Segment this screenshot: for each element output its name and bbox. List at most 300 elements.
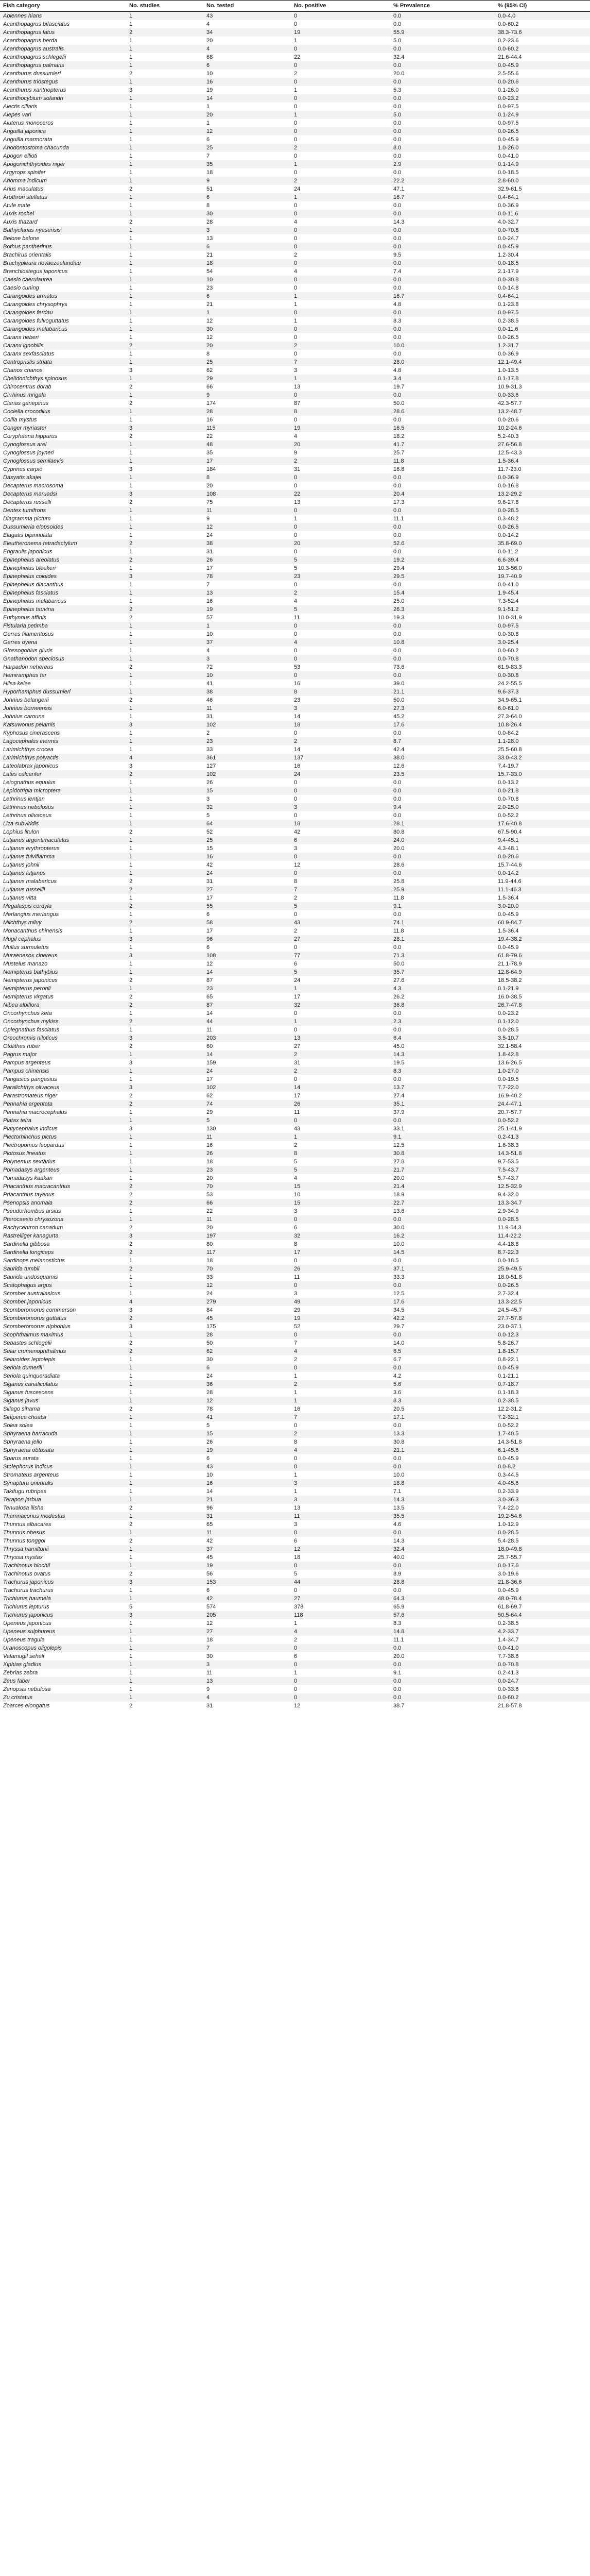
cell-no-positive: 0 [291,630,390,638]
table-row [0,1595,590,1603]
cell-fish-category: Platycephalus indicus [0,1125,126,1133]
cell-no-tested: 6 [203,1364,291,1372]
cell-no-studies: 3 [126,424,203,432]
cell-no-positive: 0 [291,12,390,21]
cell-prevalence: 45.2 [390,713,495,721]
table-row [0,1669,590,1677]
cell-prevalence: 14.8 [390,1628,495,1636]
cell-no-positive: 0 [291,350,390,358]
cell-no-tested: 16 [203,853,291,861]
cell-no-studies: 1 [126,713,203,721]
cell-no-studies: 1 [126,836,203,844]
table-row [0,1537,590,1545]
cell-no-studies: 1 [126,243,203,251]
cell-no-positive: 32 [291,1001,390,1009]
cell-no-tested: 159 [203,1059,291,1067]
cell-no-positive: 24 [291,976,390,985]
cell-no-positive: 3 [291,1479,390,1487]
cell-no-positive: 0 [291,787,390,795]
table-row [0,729,590,737]
cell-no-studies: 3 [126,1232,203,1240]
cell-prevalence: 0.0 [390,20,495,28]
cell-fish-category: Chirocentrus dorab [0,383,126,391]
cell-fish-category: Thamnaconus modestus [0,1512,126,1520]
cell-no-studies: 1 [126,1454,203,1463]
cell-prevalence: 20.0 [390,1652,495,1660]
cell-fish-category: Branchiostegus japonicus [0,267,126,276]
cell-fish-category: Mullus surmuletus [0,943,126,952]
cell-ci: 0.0-12.3 [495,1331,590,1339]
cell-ci: 27.3-64.0 [495,713,590,721]
cell-no-studies: 1 [126,350,203,358]
cell-no-positive: 0 [291,1215,390,1224]
cell-prevalence: 0.0 [390,622,495,630]
cell-no-tested: 51 [203,185,291,193]
cell-no-studies: 1 [126,729,203,737]
cell-prevalence: 0.0 [390,1075,495,1083]
cell-prevalence: 0.0 [390,630,495,638]
cell-no-positive: 0 [291,482,390,490]
cell-no-positive: 24 [291,185,390,193]
cell-fish-category: Chanos chanos [0,366,126,375]
cell-no-positive: 0 [291,119,390,127]
cell-no-studies: 1 [126,449,203,457]
cell-no-tested: 5 [203,811,291,820]
cell-ci: 25.5-60.8 [495,745,590,754]
cell-no-tested: 21 [203,251,291,259]
cell-prevalence: 0.0 [390,1529,495,1537]
cell-prevalence: 0.0 [390,168,495,177]
table-row [0,1562,590,1570]
cell-no-studies: 1 [126,597,203,605]
cell-prevalence: 8.0 [390,144,495,152]
cell-no-studies: 4 [126,1298,203,1306]
table-row [0,1702,590,1710]
cell-fish-category: Upeneus japonicus [0,1619,126,1628]
cell-prevalence: 0.0 [390,910,495,919]
table-row [0,1257,590,1265]
cell-no-tested: 33 [203,1273,291,1281]
cell-no-studies: 1 [126,78,203,86]
cell-no-tested: 12 [203,333,291,342]
cell-no-tested: 10 [203,630,291,638]
table-row [0,127,590,135]
cell-fish-category: Uranoscopus oligolepis [0,1644,126,1652]
cell-no-tested: 31 [203,877,291,886]
table-row [0,1628,590,1636]
cell-ci: 2.9-34.9 [495,1207,590,1215]
cell-no-tested: 4 [203,20,291,28]
cell-no-positive: 24 [291,770,390,778]
cell-no-tested: 17 [203,457,291,465]
cell-prevalence: 0.0 [390,78,495,86]
table-row [0,894,590,902]
cell-ci: 0.0-60.2 [495,1693,590,1702]
cell-fish-category: Lethrinus nebulosus [0,803,126,811]
cell-ci: 0.0-18.5 [495,259,590,267]
cell-no-tested: 23 [203,1166,291,1174]
cell-no-tested: 54 [203,267,291,276]
table-row [0,1100,590,1108]
cell-no-studies: 1 [126,375,203,383]
cell-prevalence: 20.0 [390,844,495,853]
cell-fish-category: Decapterus maruadsi [0,490,126,498]
table-row [0,1570,590,1578]
cell-no-tested: 7 [203,581,291,589]
cell-no-studies: 2 [126,1224,203,1232]
cell-ci: 2.5-55.6 [495,70,590,78]
cell-prevalence: 0.0 [390,1215,495,1224]
cell-fish-category: Lutjanus lutjanus [0,869,126,877]
cell-no-positive: 3 [291,1207,390,1215]
cell-no-positive: 1 [291,1619,390,1628]
cell-prevalence: 22.2 [390,177,495,185]
table-row [0,564,590,572]
cell-no-tested: 25 [203,836,291,844]
cell-ci: 0.0-4.0 [495,12,590,21]
cell-prevalence: 19.2 [390,556,495,564]
table-row [0,1430,590,1438]
cell-prevalence: 25.8 [390,877,495,886]
cell-no-studies: 1 [126,1471,203,1479]
cell-no-studies: 1 [126,1636,203,1644]
cell-prevalence: 0.0 [390,1685,495,1693]
cell-no-tested: 42 [203,1537,291,1545]
cell-no-studies: 1 [126,333,203,342]
cell-fish-category: Acanthocybium solandri [0,94,126,103]
table-row [0,680,590,688]
cell-no-tested: 20 [203,482,291,490]
cell-no-positive: 0 [291,333,390,342]
cell-ci: 10.3-56.0 [495,564,590,572]
cell-prevalence: 4.8 [390,366,495,375]
table-row [0,1545,590,1553]
cell-ci: 27.6-56.8 [495,440,590,449]
cell-no-studies: 1 [126,1174,203,1182]
cell-ci: 9.6-27.8 [495,498,590,506]
cell-no-tested: 70 [203,1182,291,1191]
cell-no-studies: 1 [126,234,203,243]
cell-fish-category: Selaroides leptolepis [0,1355,126,1364]
cell-no-tested: 203 [203,1034,291,1042]
cell-prevalence: 0.0 [390,647,495,655]
cell-no-tested: 3 [203,1660,291,1669]
cell-prevalence: 21.1 [390,1446,495,1454]
cell-no-tested: 11 [203,1026,291,1034]
cell-ci: 9.6-37.3 [495,688,590,696]
cell-fish-category: Otolithes ruber [0,1042,126,1050]
cell-no-positive: 77 [291,952,390,960]
cell-fish-category: Mustelus manazo [0,960,126,968]
cell-no-positive: 2 [291,737,390,745]
table-row [0,193,590,201]
cell-prevalence: 3.4 [390,375,495,383]
cell-prevalence: 4.3 [390,985,495,993]
cell-no-studies: 1 [126,548,203,556]
cell-ci: 0.0-70.8 [495,1660,590,1669]
cell-no-positive: 1 [291,193,390,201]
cell-ci: 1.5-36.4 [495,927,590,935]
cell-ci: 0.0-97.5 [495,119,590,127]
table-row [0,391,590,399]
cell-no-positive: 2 [291,894,390,902]
cell-fish-category: Harpadon nehereus [0,663,126,671]
cell-no-studies: 1 [126,655,203,663]
cell-no-positive: 5 [291,1166,390,1174]
cell-no-tested: 174 [203,399,291,408]
cell-no-tested: 17 [203,927,291,935]
cell-no-studies: 1 [126,894,203,902]
table-row [0,1677,590,1685]
table-row [0,515,590,523]
cell-no-studies: 1 [126,1149,203,1158]
cell-no-positive: 0 [291,309,390,317]
cell-prevalence: 52.6 [390,539,495,548]
cell-prevalence: 37.1 [390,1265,495,1273]
cell-no-studies: 1 [126,1166,203,1174]
cell-no-studies: 1 [126,358,203,366]
cell-ci: 0.0-26.5 [495,333,590,342]
cell-ci: 1.0-13.5 [495,366,590,375]
cell-no-positive: 1 [291,1487,390,1496]
cell-prevalence: 0.0 [390,103,495,111]
cell-no-tested: 18 [203,259,291,267]
cell-no-positive: 0 [291,1463,390,1471]
cell-ci: 0.0-30.8 [495,630,590,638]
table-row [0,1026,590,1034]
cell-prevalence: 21.4 [390,1182,495,1191]
cell-prevalence: 0.0 [390,391,495,399]
cell-no-positive: 4 [291,1628,390,1636]
cell-ci: 60.9-84.7 [495,919,590,927]
cell-fish-category: Belone belone [0,234,126,243]
cell-no-positive: 2 [291,1636,390,1644]
cell-ci: 0.1-17.8 [495,375,590,383]
table-row [0,152,590,160]
table-row [0,787,590,795]
table-row [0,993,590,1001]
cell-ci: 24.4-47.1 [495,1100,590,1108]
cell-prevalence: 28.6 [390,408,495,416]
cell-no-positive: 0 [291,1660,390,1669]
cell-ci: 0.0-45.9 [495,243,590,251]
cell-no-positive: 378 [291,1603,390,1611]
cell-ci: 0.0-36.9 [495,473,590,482]
cell-no-tested: 17 [203,894,291,902]
cell-no-tested: 27 [203,1628,291,1636]
cell-no-positive: 14 [291,1083,390,1092]
cell-fish-category: Lutjanus fulviflamma [0,853,126,861]
cell-fish-category: Pangasius pangasius [0,1075,126,1083]
cell-no-positive: 2 [291,70,390,78]
cell-prevalence: 50.0 [390,960,495,968]
cell-ci: 10.2-24.6 [495,424,590,432]
cell-no-positive: 0 [291,1075,390,1083]
table-row [0,853,590,861]
cell-prevalence: 0.0 [390,276,495,284]
cell-no-tested: 78 [203,572,291,581]
cell-no-studies: 2 [126,1240,203,1248]
cell-fish-category: Plotosus lineatus [0,1149,126,1158]
cell-no-positive: 2 [291,251,390,259]
cell-ci: 14.3-51.8 [495,1149,590,1158]
cell-no-studies: 2 [126,919,203,927]
cell-no-studies: 1 [126,160,203,168]
cell-prevalence: 13.7 [390,1083,495,1092]
cell-ci: 8.7-22.3 [495,1248,590,1257]
cell-ci: 9.1-51.2 [495,605,590,614]
cell-ci: 0.0-41.0 [495,581,590,589]
cell-fish-category: Scomberomorus guttatus [0,1314,126,1323]
cell-no-positive: 0 [291,1116,390,1125]
cell-no-positive: 11 [291,1108,390,1116]
table-row [0,1553,590,1562]
table-row [0,1619,590,1628]
cell-no-positive: 12 [291,1702,390,1710]
table-row [0,457,590,465]
cell-prevalence: 38.0 [390,754,495,762]
cell-no-studies: 1 [126,1586,203,1595]
cell-no-positive: 10 [291,1191,390,1199]
cell-fish-category: Epinephelus tauvina [0,605,126,614]
cell-ci: 18.0-49.8 [495,1545,590,1553]
cell-no-positive: 15 [291,1182,390,1191]
cell-ci: 3.0-25.4 [495,638,590,647]
cell-fish-category: Acanthurus triostegus [0,78,126,86]
cell-prevalence: 0.0 [390,548,495,556]
cell-no-positive: 2 [291,927,390,935]
cell-no-tested: 28 [203,408,291,416]
cell-fish-category: Polynemus sextarius [0,1158,126,1166]
cell-no-positive: 0 [291,135,390,144]
cell-no-tested: 57 [203,614,291,622]
cell-ci: 17.6-40.8 [495,820,590,828]
cell-no-studies: 1 [126,1652,203,1660]
cell-ci: 23.0-37.1 [495,1323,590,1331]
cell-no-positive: 19 [291,424,390,432]
cell-fish-category: Zebrias zebra [0,1669,126,1677]
cell-no-studies: 1 [126,1595,203,1603]
cell-no-positive: 5 [291,605,390,614]
table-row [0,919,590,927]
cell-prevalence: 25.0 [390,597,495,605]
cell-no-studies: 1 [126,201,203,210]
table-row [0,12,590,21]
cell-fish-category: Pennahia macrocephalus [0,1108,126,1116]
table-row [0,1207,590,1215]
cell-no-studies: 1 [126,292,203,300]
cell-fish-category: Platax teira [0,1116,126,1125]
cell-fish-category: Sillago sihama [0,1405,126,1413]
cell-no-studies: 1 [126,1479,203,1487]
cell-no-positive: 43 [291,1125,390,1133]
cell-prevalence: 16.8 [390,465,495,473]
cell-ci: 0.0-36.9 [495,350,590,358]
table-body [0,12,590,1710]
cell-ci: 0.0-17.6 [495,1562,590,1570]
cell-no-studies: 1 [126,61,203,70]
table-row [0,53,590,61]
cell-ci: 0.0-28.5 [495,1215,590,1224]
cell-fish-category: Megalaspis cordyla [0,902,126,910]
table-row [0,383,590,391]
cell-prevalence: 0.0 [390,350,495,358]
cell-ci: 0.2-23.6 [495,37,590,45]
cell-prevalence: 17.3 [390,498,495,506]
cell-no-tested: 38 [203,539,291,548]
cell-fish-category: Merlangius merlangus [0,910,126,919]
table-row [0,836,590,844]
cell-prevalence: 0.0 [390,152,495,160]
table-row [0,111,590,119]
cell-no-studies: 1 [126,1215,203,1224]
cell-no-tested: 14 [203,94,291,103]
cell-no-positive: 0 [291,45,390,53]
cell-ci: 0.0-45.9 [495,61,590,70]
cell-prevalence: 29.4 [390,564,495,572]
cell-prevalence: 0.0 [390,1586,495,1595]
cell-prevalence: 8.3 [390,1619,495,1628]
cell-no-tested: 14 [203,1050,291,1059]
cell-no-positive: 0 [291,152,390,160]
cell-ci: 9.7-53.5 [495,1158,590,1166]
cell-ci: 0.0-14.2 [495,869,590,877]
cell-prevalence: 37.9 [390,1108,495,1116]
cell-prevalence: 35.1 [390,1100,495,1108]
cell-prevalence: 27.6 [390,976,495,985]
cell-ci: 0.0-26.5 [495,1281,590,1290]
cell-no-studies: 1 [126,309,203,317]
cell-prevalence: 5.0 [390,37,495,45]
cell-no-tested: 19 [203,605,291,614]
cell-fish-category: Pennahia argentata [0,1100,126,1108]
cell-fish-category: Bathyclarias nyasensis [0,226,126,234]
cell-no-positive: 43 [291,919,390,927]
cell-no-tested: 15 [203,1430,291,1438]
cell-no-positive: 0 [291,201,390,210]
table-row [0,1421,590,1430]
cell-no-studies: 1 [126,523,203,531]
cell-no-studies: 1 [126,168,203,177]
table-row [0,754,590,762]
cell-no-tested: 10 [203,671,291,680]
table-row [0,177,590,185]
cell-fish-category: Nemipterus japonicus [0,976,126,985]
cell-fish-category: Caesio caerulaurea [0,276,126,284]
cell-fish-category: Nibea albiflora [0,1001,126,1009]
cell-ci: 0.0-36.9 [495,201,590,210]
cell-ci: 3.0-36.3 [495,1496,590,1504]
cell-fish-category: Oncorhynchus mykiss [0,1018,126,1026]
cell-ci: 0.2-33.9 [495,1487,590,1496]
cell-ci: 11.9-44.6 [495,877,590,886]
cell-ci: 13.3-22.5 [495,1298,590,1306]
table-row [0,358,590,366]
cell-prevalence: 0.0 [390,1660,495,1669]
cell-prevalence: 14.5 [390,1248,495,1257]
cell-fish-category: Thryssa hamiltonii [0,1545,126,1553]
cell-no-positive: 3 [291,1520,390,1529]
cell-no-studies: 1 [126,1388,203,1397]
table-row [0,1042,590,1050]
cell-ci: 0.0-28.5 [495,1026,590,1034]
cell-fish-category: Zenopsis nebulosa [0,1685,126,1693]
table-row [0,1496,590,1504]
cell-no-positive: 11 [291,614,390,622]
cell-no-tested: 6 [203,943,291,952]
cell-no-positive: 8 [291,408,390,416]
cell-no-tested: 19 [203,1446,291,1454]
